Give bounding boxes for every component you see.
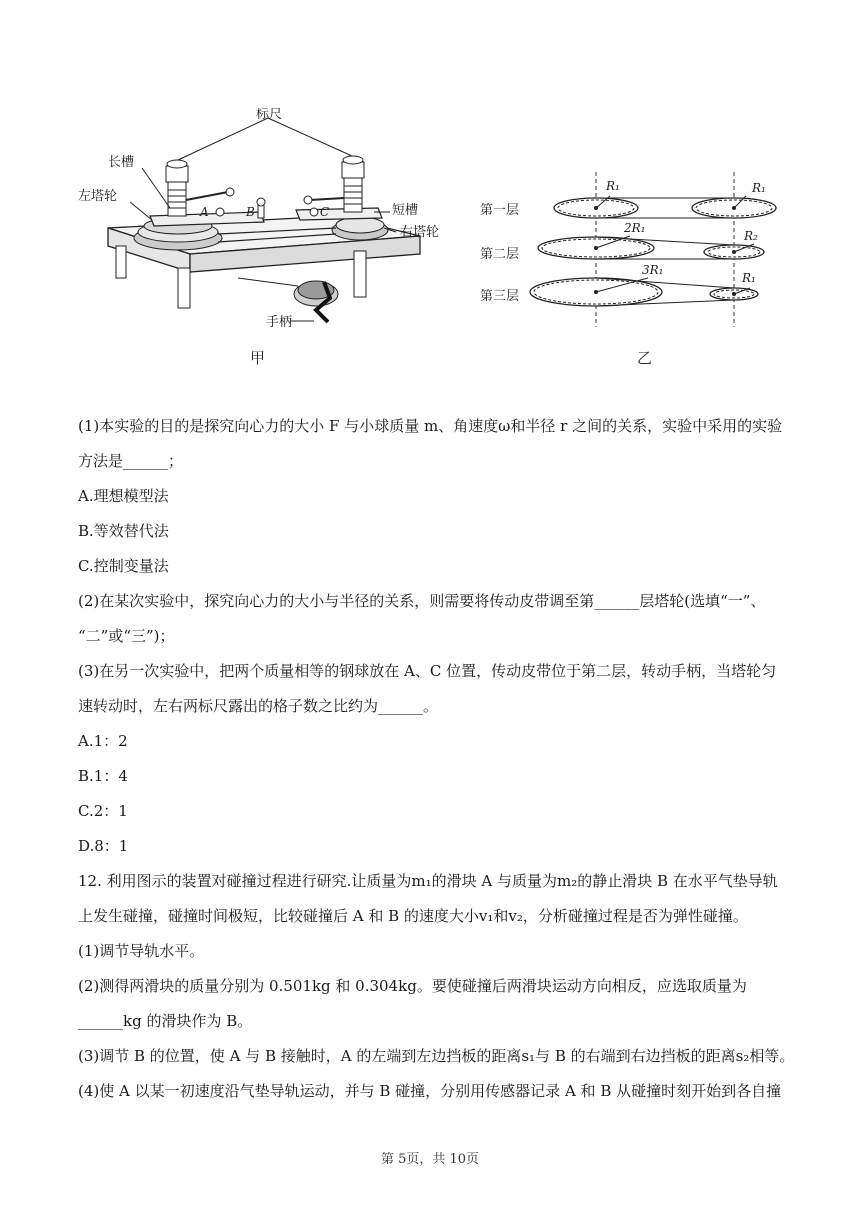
q11-part3-line2: 速转动时，左右两标尺露出的格子数之比约为______。 xyxy=(78,697,439,715)
figure-yi-caption: 乙 xyxy=(637,349,653,367)
figure-jia-caption: 甲 xyxy=(250,349,266,367)
q11-part3-option-d: D.8：1 xyxy=(78,837,129,855)
position-c-label: C xyxy=(320,205,330,219)
short-groove-label: 短槽 xyxy=(392,203,419,218)
q12-step2-line1: (2)测得两滑块的质量分别为 0.501kg 和 0.304kg。要使碰撞后两滑块运动方向相反，应选取质量为 xyxy=(78,977,747,995)
left-tower-wheel-label: 左塔轮 xyxy=(78,189,118,204)
radius-l3-left: 3R₁ xyxy=(642,263,664,277)
q11-part3-option-c: C.2：1 xyxy=(78,802,128,820)
q12-stem-line2: 上发生碰撞，碰撞时间极短，比较碰撞后 A 和 B 的速度大小v₁和v₂，分析碰撞过程是否为弹性碰撞。 xyxy=(78,907,748,925)
q11-part1-option-a: A.理想模型法 xyxy=(78,487,169,505)
q11-part3-line1: (3)在另一次实验中，把两个质量相等的钢球放在 A、C 位置，传动皮带位于第二层，转动手柄，当塔轮匀 xyxy=(78,662,777,680)
apparatus-drawing xyxy=(78,108,458,343)
ruler-label: 标尺 xyxy=(256,108,283,122)
radius-l3-right: R₁ xyxy=(742,271,756,285)
handle-label: 手柄 xyxy=(266,315,293,330)
q11-part1-line1: (1)本实验的目的是探究向心力的大小 F 与小球质量 m、角速度ω和半径 r 之间的关系，实验中采用的实验 xyxy=(78,417,783,435)
layer-1-label: 第一层 xyxy=(480,203,520,218)
figure-tower-layers xyxy=(478,172,798,332)
q11-part3-option-b: B.1：4 xyxy=(78,767,128,785)
figure-apparatus xyxy=(78,108,458,343)
q11-part2-line1: (2)在某次实验中，探究向心力的大小与半径的关系，则需要将传动皮带调至第______层塔轮(选填“一”、 xyxy=(78,592,766,610)
tower-layers-drawing xyxy=(478,172,798,332)
position-b-label: B xyxy=(246,205,255,219)
q11-part1-line2: 方法是______； xyxy=(78,452,184,470)
layer-3-label: 第三层 xyxy=(480,289,520,304)
long-groove-label: 长槽 xyxy=(108,155,135,170)
q12-step4: (4)使 A 以某一初速度沿气垫导轨运动，并与 B 碰撞，分别用传感器记录 A 和 B 从碰撞时刻开始到各自撞 xyxy=(78,1082,782,1100)
q12-step2-line2: ______kg 的滑块作为 B。 xyxy=(78,1012,253,1030)
radius-l2-right: R₂ xyxy=(744,229,758,243)
radius-l1-right: R₁ xyxy=(752,181,766,195)
q12-stem-line1: 12. 利用图示的装置对碰撞过程进行研究.让质量为m₁的滑块 A 与质量为m₂的静止滑块 B 在水平气垫导轨 xyxy=(78,872,778,890)
radius-l1-left: R₁ xyxy=(606,179,620,193)
page-footer: 第 5页，共 10页 xyxy=(380,1152,480,1167)
position-a-label: A xyxy=(200,205,209,219)
q12-step3: (3)调节 B 的位置，使 A 与 B 接触时，A 的左端到左边挡板的距离s₁与 B 的右端到右边挡板的距离s₂相等。 xyxy=(78,1047,795,1065)
q11-part3-option-a: A.1：2 xyxy=(78,732,128,750)
right-tower-wheel-label: 右塔轮 xyxy=(400,225,440,240)
radius-l2-left: 2R₁ xyxy=(624,221,646,235)
layer-2-label: 第二层 xyxy=(480,247,520,262)
q12-step1: (1)调节导轨水平。 xyxy=(78,942,205,960)
q11-part1-option-c: C.控制变量法 xyxy=(78,557,169,575)
q11-part2-line2: “二”或“三”)； xyxy=(78,627,175,645)
q11-part1-option-b: B.等效替代法 xyxy=(78,522,169,540)
